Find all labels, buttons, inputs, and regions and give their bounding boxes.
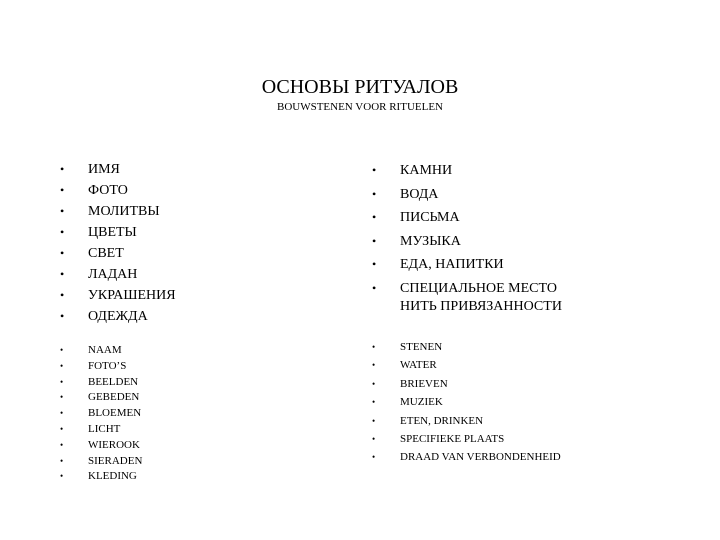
bullet-icon: • bbox=[60, 345, 64, 355]
list-item-label: ПИСЬМА bbox=[400, 210, 460, 225]
bullet-icon: • bbox=[60, 376, 64, 387]
list-item-label: МОЛИТВЫ bbox=[88, 204, 160, 219]
list-item bbox=[372, 393, 561, 411]
list-item-label: ЕДА, НАПИТКИ bbox=[400, 257, 504, 272]
list-item-continuation: НИТЬ ПРИВЯЗАННОСТИ bbox=[400, 299, 562, 314]
list-item bbox=[60, 359, 142, 375]
list-item-label: ФОТО bbox=[88, 183, 128, 198]
list-item-label: STENEN bbox=[400, 341, 443, 353]
list-item-label: BRIEVEN bbox=[400, 377, 448, 390]
bullet-icon: • bbox=[60, 288, 65, 302]
bullet-icon: • bbox=[372, 433, 376, 444]
list-item-label: ЛАДАН bbox=[88, 267, 138, 282]
list-item bbox=[372, 183, 562, 207]
bullet-icon: • bbox=[60, 360, 64, 371]
bullet-icon: • bbox=[60, 246, 65, 260]
bullet-icon: • bbox=[60, 471, 64, 482]
list-item-label: СПЕЦИАЛЬНОЕ МЕСТО bbox=[400, 280, 557, 296]
list-item bbox=[60, 243, 176, 264]
list-item bbox=[60, 390, 142, 406]
list-item-label: КАМНИ bbox=[400, 163, 453, 178]
russian-list-right bbox=[372, 159, 562, 317]
list-item-label: WATER bbox=[400, 359, 437, 372]
list-item bbox=[372, 230, 562, 254]
list-item bbox=[372, 430, 561, 448]
list-item bbox=[60, 454, 143, 470]
list-item bbox=[372, 375, 561, 393]
list-item bbox=[60, 201, 176, 222]
list-item-label: BEELDEN bbox=[88, 375, 139, 388]
bullet-icon: • bbox=[372, 397, 376, 408]
bullet-icon: • bbox=[372, 186, 377, 201]
list-item-label: KLEDING bbox=[88, 470, 137, 483]
list-item bbox=[60, 306, 176, 327]
list-item-label: МУЗЫКА bbox=[400, 233, 461, 249]
list-item-label: NAAM bbox=[88, 344, 122, 356]
list-item bbox=[372, 356, 561, 374]
list-item bbox=[372, 206, 562, 230]
bullet-icon: • bbox=[60, 439, 64, 450]
bullet-icon: • bbox=[372, 378, 376, 389]
dutch-list-right bbox=[372, 338, 561, 467]
page-subtitle: BOUWSTENEN VOOR RITUELEN bbox=[276, 101, 443, 113]
list-item bbox=[372, 412, 561, 430]
list-item-label: ИМЯ bbox=[88, 162, 120, 177]
list-item bbox=[60, 469, 142, 485]
list-item-label: WIEROOK bbox=[88, 438, 140, 451]
bullet-icon: • bbox=[372, 257, 377, 271]
bullet-icon: • bbox=[372, 210, 377, 224]
list-item-label: ЦВЕТЫ bbox=[88, 225, 137, 240]
page-title: ОСНОВЫ РИТУАЛОВ bbox=[261, 76, 459, 98]
list-item bbox=[60, 264, 176, 285]
list-item bbox=[60, 222, 176, 243]
bullet-icon: • bbox=[60, 183, 65, 197]
list-item-label: ETEN, DRINKEN bbox=[400, 414, 484, 427]
bullet-icon: • bbox=[372, 233, 377, 248]
bullet-icon: • bbox=[60, 225, 65, 239]
list-item bbox=[372, 159, 562, 183]
list-item bbox=[60, 422, 142, 438]
list-item-label: GEBEDEN bbox=[88, 391, 140, 404]
bullet-icon: • bbox=[60, 455, 64, 466]
list-item-label: УКРАШЕНИЯ bbox=[88, 288, 176, 303]
bullet-icon: • bbox=[60, 423, 64, 434]
bullet-icon: • bbox=[372, 342, 376, 352]
list-item-label: SIERADEN bbox=[88, 454, 143, 467]
list-item-label: FOTO’S bbox=[88, 359, 127, 372]
list-item-label: СВЕТ bbox=[88, 246, 124, 261]
list-item bbox=[60, 438, 142, 454]
list-item-label: MUZIEK bbox=[400, 396, 443, 409]
list-item-label: BLOEMEN bbox=[88, 407, 142, 420]
list-item-label: SPECIFIEKE PLAATS bbox=[400, 432, 505, 445]
bullet-icon: • bbox=[372, 452, 376, 463]
list-item bbox=[372, 338, 561, 356]
list-item bbox=[372, 253, 562, 277]
bullet-icon: • bbox=[60, 309, 65, 323]
list-item-label: ОДЕЖДА bbox=[88, 309, 148, 324]
bullet-icon: • bbox=[60, 204, 65, 218]
bullet-icon: • bbox=[372, 280, 377, 295]
list-item bbox=[60, 375, 142, 391]
bullet-icon: • bbox=[60, 408, 64, 419]
dutch-list-left bbox=[60, 343, 143, 485]
russian-list-left bbox=[60, 159, 176, 327]
list-item bbox=[60, 406, 142, 422]
bullet-icon: • bbox=[372, 163, 377, 177]
bullet-icon: • bbox=[60, 267, 65, 281]
bullet-icon: • bbox=[372, 415, 376, 426]
list-item-label: DRAAD VAN VERBONDENHEID bbox=[400, 451, 561, 464]
list-item bbox=[372, 448, 561, 466]
list-item bbox=[60, 159, 176, 180]
list-item-label: LICHT bbox=[88, 422, 121, 435]
bullet-icon: • bbox=[60, 162, 65, 176]
bullet-icon: • bbox=[372, 360, 376, 371]
list-item bbox=[60, 180, 176, 201]
list-item bbox=[60, 285, 176, 306]
list-item-label: ВОДА bbox=[400, 186, 439, 202]
bullet-icon: • bbox=[60, 392, 64, 403]
list-item bbox=[60, 343, 142, 359]
